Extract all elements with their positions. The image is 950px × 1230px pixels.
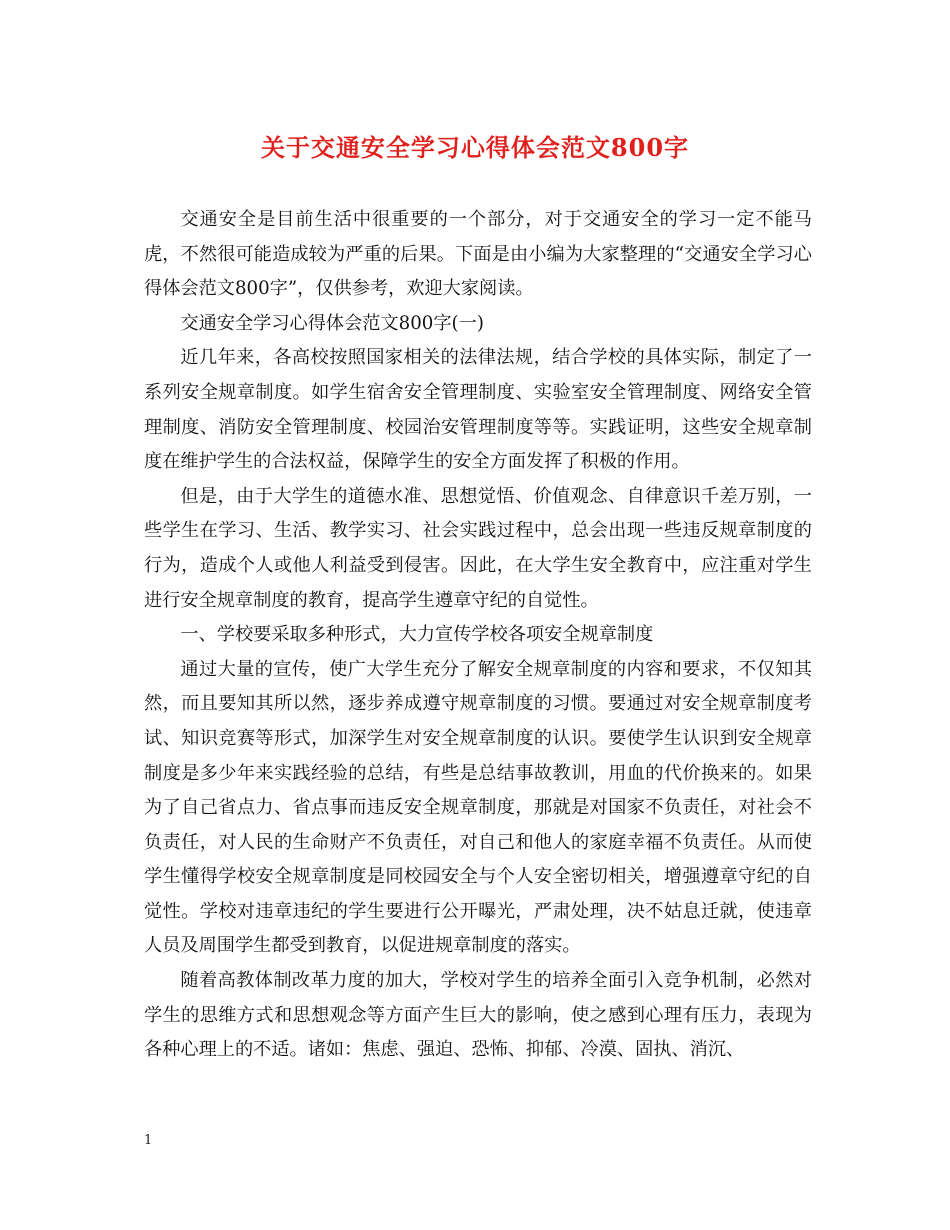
paragraph: 随着高教体制改革力度的加大，学校对学生的培养全面引入竞争机制，必然对学生的思维方式和思想观念等方面产生巨大的影响，使之感到心理有压力，表现为各种心理上的不适。诸如：焦虑、强迫、恐怖、抑郁、冷漠、固执、消沉、 (144, 970, 812, 1061)
paragraph: 但是，由于大学生的道德水准、思想觉悟、价值观念、自律意识千差万别，一些学生在学习、生活、教学实习、社会实践过程中，总会出现一些违反规章制度的行为，造成个人或他人利益受到侵害。因此，在大学生安全教育中，应注重对学生进行安全规章制度的教育，提高学生遵章守纪的自觉性。 (144, 485, 812, 611)
paragraph: 近几年来，各高校按照国家相关的法律法规，结合学校的具体实际，制定了一系列安全规章制度。如学生宿舍安全管理制度、实验室安全管理制度、网络安全管理制度、消防安全管理制度、校园治安管理制度等等。实践证明，这些安全规章制度在维护学生的合法权益，保障学生的安全方面发挥了积极的作用。 (144, 347, 812, 473)
document-title: 关于交通安全学习心得体会范文800字 (260, 133, 690, 162)
page-number: 1 (144, 1133, 153, 1148)
paragraph-intro: 交通安全是目前生活中很重要的一个部分，对于交通安全的学习一定不能马虎，不然很可能造成较为严重的后果。下面是由小编为大家整理的“交通安全学习心得体会范文800字”，仅供参考，欢迎大家阅读。 (144, 209, 812, 300)
section-heading-1: 交通安全学习心得体会范文800字(一) (180, 312, 484, 334)
section-heading-2: 一、学校要采取多种形式，大力宣传学校各项安全规章制度 (180, 624, 654, 646)
paragraph: 通过大量的宣传，使广大学生充分了解安全规章制度的内容和要求，不仅知其然，而且要知其所以然，逐步养成遵守规章制度的习惯。要通过对安全规章制度考试、知识竞赛等形式，加深学生对安全规章制度的认识。要使学生认识到安全规章制度是多少年来实践经验的总结，有些是总结事故教训，用血的代价换来的。如果为了自己省点力、省点事而违反安全规章制度，那就是对国家不负责任，对社会不负责任，对人民的生命财产不负责任，对自己和他人的家庭幸福不负责任。从而使学生懂得学校安全规章制度是同校园安全与个人安全密切相关，增强遵章守纪的自觉性。学校对违章违纪的学生要进行公开曝光，严肃处理，决不姑息迁就，使违章人员及周围学生都受到教育，以促进规章制度的落实。 (144, 658, 812, 957)
document-body (144, 203, 812, 1068)
